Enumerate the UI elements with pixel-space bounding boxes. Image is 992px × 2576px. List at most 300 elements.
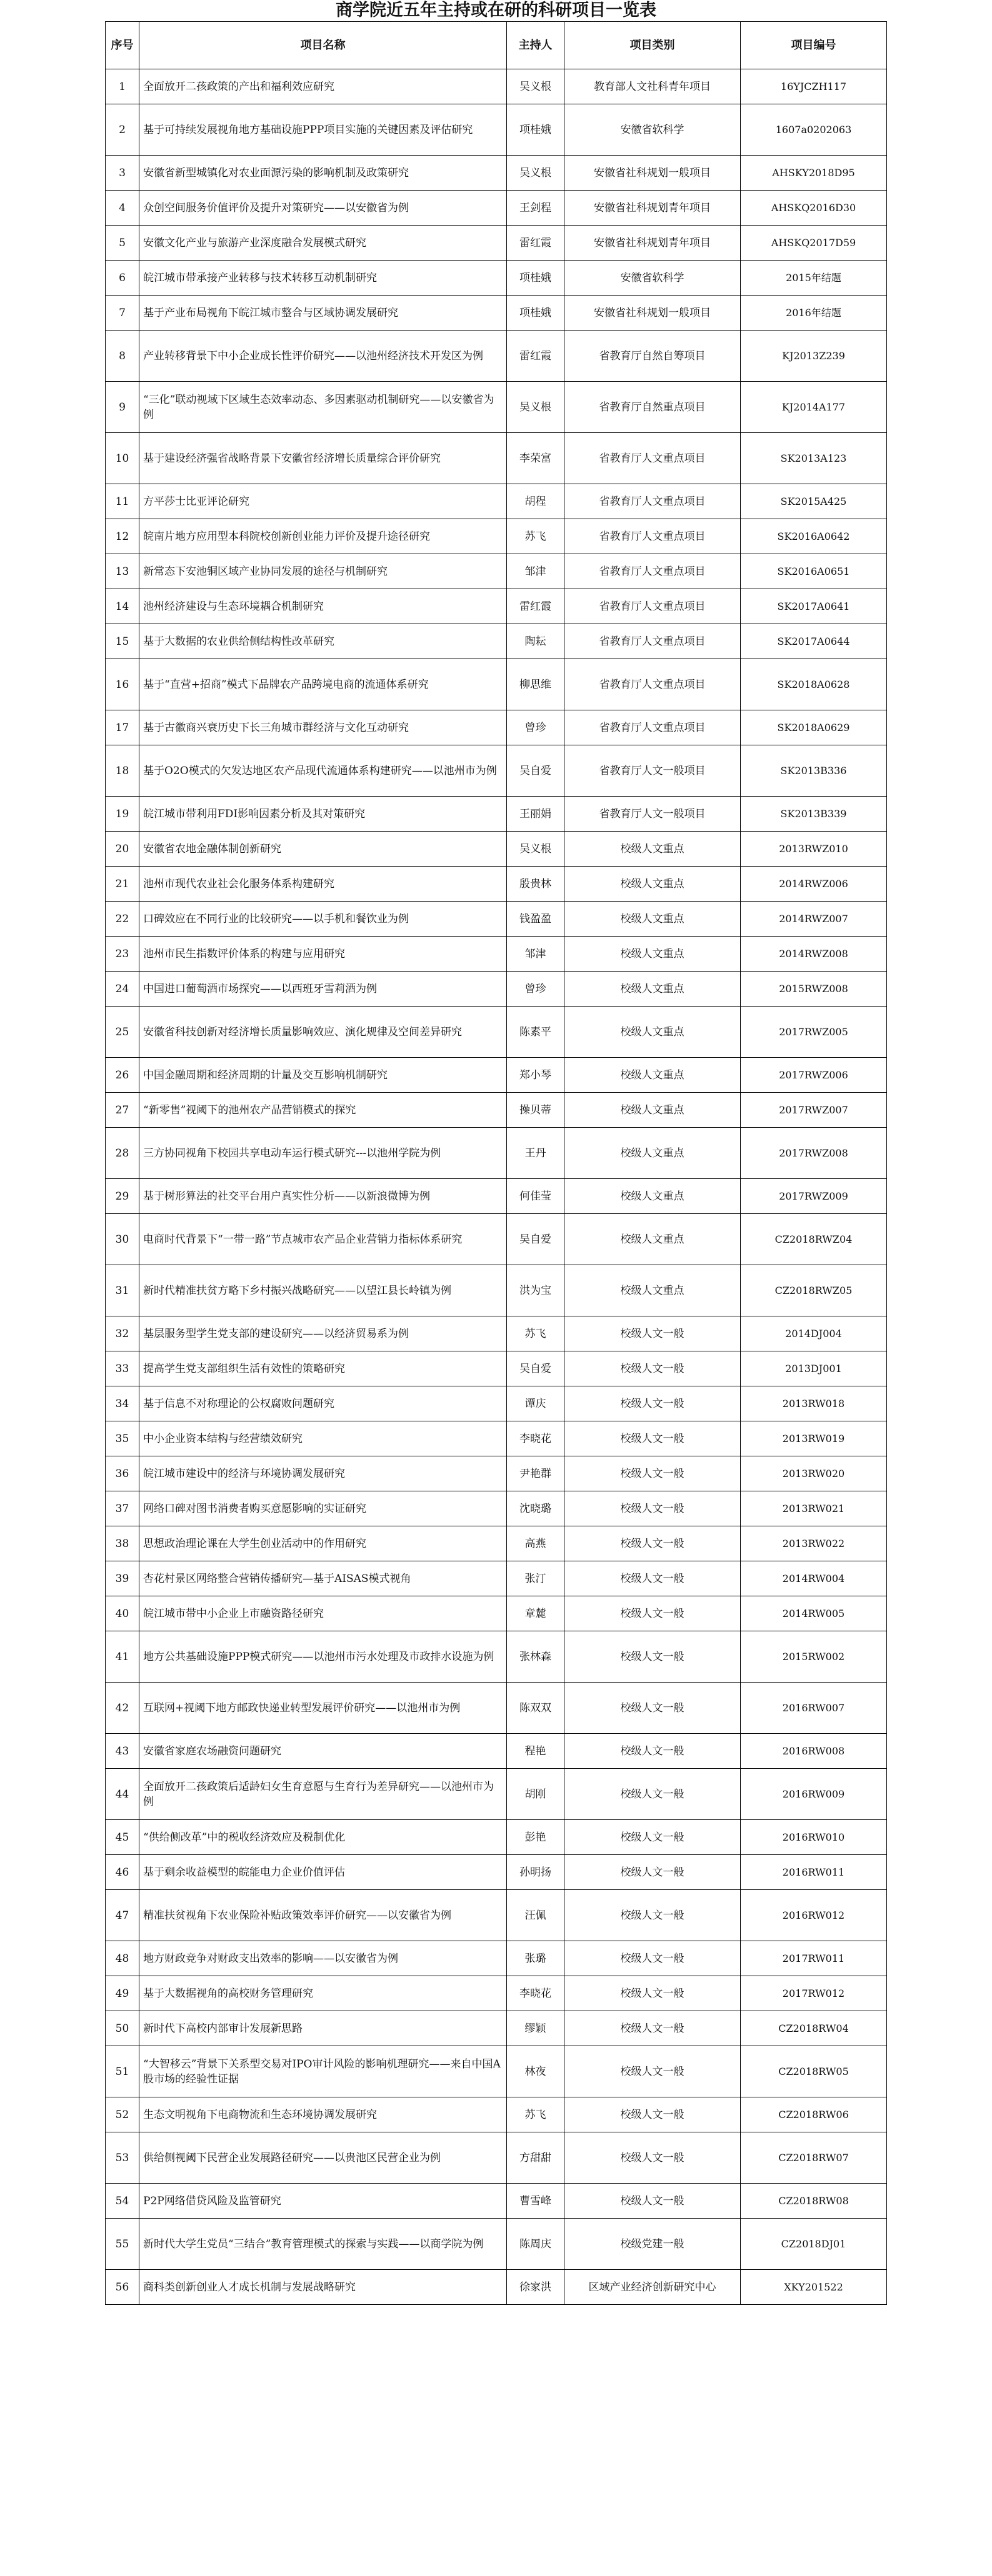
- row-category: 校级人文一般: [564, 1456, 741, 1491]
- row-project-name: 地方财政竞争对财政支出效率的影响——以安徽省为例: [139, 1941, 507, 1976]
- row-code: SK2013A123: [741, 433, 887, 484]
- row-number: 10: [106, 433, 139, 484]
- row-category: 安徽省社科规划一般项目: [564, 296, 741, 331]
- row-code: 2016RW010: [741, 1820, 887, 1855]
- row-project-name: 中小企业资本结构与经营绩效研究: [139, 1421, 507, 1456]
- row-category: 校级人文重点: [564, 1093, 741, 1128]
- table-row: [106, 1351, 887, 1386]
- row-host: 谭庆: [507, 1386, 564, 1421]
- table-row: [106, 745, 887, 797]
- row-project-name: 中国金融周期和经济周期的计量及交互影响机制研究: [139, 1058, 507, 1093]
- row-code: 2016RW011: [741, 1855, 887, 1890]
- row-project-name: 精准扶贫视角下农业保险补贴政策效率评价研究——以安徽省为例: [139, 1890, 507, 1941]
- row-number: 30: [106, 1214, 139, 1265]
- row-category: 校级人文重点: [564, 1214, 741, 1265]
- table-row: [106, 589, 887, 624]
- row-project-name: 安徽省新型城镇化对农业面源污染的影响机制及政策研究: [139, 156, 507, 191]
- table-row: [106, 1596, 887, 1631]
- row-category: 省教育厅人文重点项目: [564, 519, 741, 554]
- row-category: 校级人文一般: [564, 1386, 741, 1421]
- row-code: 2017RWZ008: [741, 1128, 887, 1179]
- row-number: 36: [106, 1456, 139, 1491]
- header-name: 项目名称: [139, 22, 507, 69]
- row-number: 49: [106, 1976, 139, 2011]
- row-category: 校级人文一般: [564, 1596, 741, 1631]
- row-category: 校级人文一般: [564, 1491, 741, 1526]
- row-number: 45: [106, 1820, 139, 1855]
- row-code: 16YJCZH117: [741, 69, 887, 104]
- row-category: 校级人文一般: [564, 1561, 741, 1596]
- row-project-name: 基于“直营+招商”模式下品牌农产品跨境电商的流通体系研究: [139, 659, 507, 710]
- row-project-name: 新时代下高校内部审计发展新思路: [139, 2011, 507, 2046]
- row-category: 校级人文一般: [564, 1683, 741, 1734]
- row-project-name: 中国进口葡萄酒市场探究——以西班牙雪莉酒为例: [139, 972, 507, 1007]
- table-body: [106, 69, 887, 2305]
- table-row: [106, 2184, 887, 2219]
- row-project-name: 皖江城市带利用FDI影响因素分析及其对策研究: [139, 797, 507, 832]
- row-code: AHSKQ2017D59: [741, 226, 887, 261]
- row-project-name: 地方公共基础设施PPP模式研究——以池州市污水处理及市政排水设施为例: [139, 1631, 507, 1683]
- row-code: 2015年结题: [741, 261, 887, 296]
- row-host: 彭艳: [507, 1820, 564, 1855]
- table-row: [106, 1631, 887, 1683]
- row-host: 缪颖: [507, 2011, 564, 2046]
- row-number: 51: [106, 2046, 139, 2097]
- row-number: 14: [106, 589, 139, 624]
- row-project-name: 全面放开二孩政策的产出和福利效应研究: [139, 69, 507, 104]
- row-code: 2015RWZ008: [741, 972, 887, 1007]
- table-header-row: [106, 22, 887, 69]
- row-project-name: 基于古徽商兴衰历史下长三角城市群经济与文化互动研究: [139, 710, 507, 745]
- row-number: 43: [106, 1734, 139, 1769]
- table-row: [106, 2011, 887, 2046]
- row-code: 2013RW022: [741, 1526, 887, 1561]
- row-code: 2013DJ001: [741, 1351, 887, 1386]
- row-host: 方甜甜: [507, 2132, 564, 2184]
- row-code: 2013RW018: [741, 1386, 887, 1421]
- table-row: [106, 554, 887, 589]
- table-row: [106, 659, 887, 710]
- table-row: [106, 1179, 887, 1214]
- row-host: 汪佩: [507, 1890, 564, 1941]
- row-host: 李晓花: [507, 1976, 564, 2011]
- row-host: 吴义根: [507, 832, 564, 867]
- row-number: 18: [106, 745, 139, 797]
- row-number: 17: [106, 710, 139, 745]
- row-number: 8: [106, 331, 139, 382]
- row-host: 陶耘: [507, 624, 564, 659]
- row-code: 2017RWZ005: [741, 1007, 887, 1058]
- row-number: 1: [106, 69, 139, 104]
- table-row: [106, 2219, 887, 2270]
- row-host: 苏飞: [507, 519, 564, 554]
- project-table: [105, 21, 887, 2305]
- row-number: 50: [106, 2011, 139, 2046]
- row-host: 郑小琴: [507, 1058, 564, 1093]
- table-row: [106, 2270, 887, 2305]
- row-project-name: 商科类创新创业人才成长机制与发展战略研究: [139, 2270, 507, 2305]
- table-row: [106, 519, 887, 554]
- row-code: SK2015A425: [741, 484, 887, 519]
- header-no: 序号: [106, 22, 139, 69]
- row-host: 邹津: [507, 937, 564, 972]
- row-project-name: 基于O2O模式的欠发达地区农产品现代流通体系构建研究——以池州市为例: [139, 745, 507, 797]
- row-code: 2014RW004: [741, 1561, 887, 1596]
- row-host: 陈素平: [507, 1007, 564, 1058]
- row-number: 53: [106, 2132, 139, 2184]
- row-category: 校级人文重点: [564, 937, 741, 972]
- row-code: AHSKY2018D95: [741, 156, 887, 191]
- row-code: 2013RW021: [741, 1491, 887, 1526]
- row-host: 张林森: [507, 1631, 564, 1683]
- row-code: CZ2018RW08: [741, 2184, 887, 2219]
- row-number: 25: [106, 1007, 139, 1058]
- row-code: 2017RWZ007: [741, 1093, 887, 1128]
- row-host: 章麓: [507, 1596, 564, 1631]
- table-row: [106, 331, 887, 382]
- table-row: [106, 1683, 887, 1734]
- row-code: 2015RW002: [741, 1631, 887, 1683]
- row-host: 孙明扬: [507, 1855, 564, 1890]
- table-row: [106, 2132, 887, 2184]
- row-code: SK2013B336: [741, 745, 887, 797]
- row-project-name: 安徽省科技创新对经济增长质量影响效应、演化规律及空间差异研究: [139, 1007, 507, 1058]
- table-row: [106, 972, 887, 1007]
- row-code: SK2017A0644: [741, 624, 887, 659]
- row-number: 52: [106, 2097, 139, 2132]
- table-row: [106, 867, 887, 902]
- row-host: 张汀: [507, 1561, 564, 1596]
- row-project-name: 新常态下安池铜区域产业协同发展的途径与机制研究: [139, 554, 507, 589]
- row-host: 李晓花: [507, 1421, 564, 1456]
- row-category: 校级人文一般: [564, 1941, 741, 1976]
- row-host: 项桂娥: [507, 261, 564, 296]
- row-code: AHSKQ2016D30: [741, 191, 887, 226]
- row-category: 安徽省社科规划青年项目: [564, 226, 741, 261]
- row-number: 34: [106, 1386, 139, 1421]
- row-host: 苏飞: [507, 2097, 564, 2132]
- row-category: 省教育厅人文重点项目: [564, 659, 741, 710]
- row-host: 项桂娥: [507, 296, 564, 331]
- table-row: [106, 484, 887, 519]
- row-code: 2014RWZ006: [741, 867, 887, 902]
- row-number: 39: [106, 1561, 139, 1596]
- table-row: [106, 1769, 887, 1820]
- row-host: 陈周庆: [507, 2219, 564, 2270]
- table-row: [106, 261, 887, 296]
- row-category: 省教育厅自然重点项目: [564, 382, 741, 433]
- row-project-name: 基于剩余收益模型的皖能电力企业价值评估: [139, 1855, 507, 1890]
- row-project-name: “大智移云”背景下关系型交易对IPO审计风险的影响机理研究——来自中国A股市场的经验性证据: [139, 2046, 507, 2097]
- document-title: 商学院近五年主持或在研的科研项目一览表: [336, 1, 656, 20]
- row-project-name: 安徽省农地金融体制创新研究: [139, 832, 507, 867]
- table-row: [106, 1855, 887, 1890]
- row-project-name: 电商时代背景下“一带一路”节点城市农产品企业营销力指标体系研究: [139, 1214, 507, 1265]
- row-host: 沈晓璐: [507, 1491, 564, 1526]
- row-host: 吴义根: [507, 69, 564, 104]
- row-number: 46: [106, 1855, 139, 1890]
- row-code: 2016RW009: [741, 1769, 887, 1820]
- row-number: 22: [106, 902, 139, 937]
- row-host: 吴义根: [507, 156, 564, 191]
- row-number: 4: [106, 191, 139, 226]
- row-category: 校级人文一般: [564, 2046, 741, 2097]
- row-category: 省教育厅自然自筹项目: [564, 331, 741, 382]
- row-number: 37: [106, 1491, 139, 1526]
- table-row: [106, 1265, 887, 1316]
- row-code: SK2013B339: [741, 797, 887, 832]
- header-host: 主持人: [507, 22, 564, 69]
- row-category: 校级人文一般: [564, 2011, 741, 2046]
- row-project-name: 杏花村景区网络整合营销传播研究—基于AISAS模式视角: [139, 1561, 507, 1596]
- table-row: [106, 296, 887, 331]
- row-project-name: 基于可持续发展视角地方基础设施PPP项目实施的关键因素及评估研究: [139, 104, 507, 156]
- row-project-name: 方平莎士比亚评论研究: [139, 484, 507, 519]
- row-project-name: 安徽省家庭农场融资问题研究: [139, 1734, 507, 1769]
- row-project-name: 基层服务型学生党支部的建设研究——以经济贸易系为例: [139, 1316, 507, 1351]
- row-category: 省教育厅人文重点项目: [564, 710, 741, 745]
- row-category: 校级人文一般: [564, 1769, 741, 1820]
- row-category: 省教育厅人文重点项目: [564, 624, 741, 659]
- row-number: 28: [106, 1128, 139, 1179]
- row-category: 校级人文一般: [564, 1526, 741, 1561]
- row-project-name: 供给侧视阈下民营企业发展路径研究——以贵池区民营企业为例: [139, 2132, 507, 2184]
- row-category: 校级人文重点: [564, 832, 741, 867]
- row-code: 2013RWZ010: [741, 832, 887, 867]
- row-host: 吴义根: [507, 382, 564, 433]
- row-host: 何佳莹: [507, 1179, 564, 1214]
- table-row: [106, 797, 887, 832]
- row-host: 李荣富: [507, 433, 564, 484]
- row-host: 钱盈盈: [507, 902, 564, 937]
- row-host: 曾珍: [507, 710, 564, 745]
- row-category: 校级人文一般: [564, 2184, 741, 2219]
- row-number: 7: [106, 296, 139, 331]
- table-row: [106, 1734, 887, 1769]
- row-category: 校级人文一般: [564, 1316, 741, 1351]
- row-number: 9: [106, 382, 139, 433]
- table-row: [106, 937, 887, 972]
- row-code: 2016RW008: [741, 1734, 887, 1769]
- row-category: 校级党建一般: [564, 2219, 741, 2270]
- row-project-name: 思想政治理论课在大学生创业活动中的作用研究: [139, 1526, 507, 1561]
- row-code: 2017RW012: [741, 1976, 887, 2011]
- row-number: 47: [106, 1890, 139, 1941]
- table-row: [106, 710, 887, 745]
- row-project-name: “新零售”视阈下的池州农产品营销模式的探究: [139, 1093, 507, 1128]
- row-host: 胡程: [507, 484, 564, 519]
- row-number: 20: [106, 832, 139, 867]
- table-row: [106, 226, 887, 261]
- table-row: [106, 1976, 887, 2011]
- table-row: [106, 1561, 887, 1596]
- row-host: 雷红霞: [507, 331, 564, 382]
- row-code: 2014DJ004: [741, 1316, 887, 1351]
- row-host: 王丹: [507, 1128, 564, 1179]
- row-host: 吴自爱: [507, 1351, 564, 1386]
- row-number: 44: [106, 1769, 139, 1820]
- row-code: XKY201522: [741, 2270, 887, 2305]
- row-number: 5: [106, 226, 139, 261]
- row-category: 校级人文重点: [564, 867, 741, 902]
- row-number: 32: [106, 1316, 139, 1351]
- table-row: [106, 1421, 887, 1456]
- table-row: [106, 1214, 887, 1265]
- row-code: CZ2018RW07: [741, 2132, 887, 2184]
- row-project-name: 池州市现代农业社会化服务体系构建研究: [139, 867, 507, 902]
- row-code: 2016年结题: [741, 296, 887, 331]
- row-project-name: 产业转移背景下中小企业成长性评价研究——以池州经济技术开发区为例: [139, 331, 507, 382]
- row-number: 56: [106, 2270, 139, 2305]
- row-number: 12: [106, 519, 139, 554]
- row-code: SK2016A0651: [741, 554, 887, 589]
- table-row: [106, 104, 887, 156]
- row-category: 校级人文一般: [564, 1890, 741, 1941]
- table-row: [106, 1456, 887, 1491]
- table-row: [106, 156, 887, 191]
- row-project-name: 池州市民生指数评价体系的构建与应用研究: [139, 937, 507, 972]
- row-code: KJ2014A177: [741, 382, 887, 433]
- row-host: 曹雪峰: [507, 2184, 564, 2219]
- row-host: 林夜: [507, 2046, 564, 2097]
- row-host: 柳思维: [507, 659, 564, 710]
- table-row: [106, 832, 887, 867]
- row-category: 安徽省社科规划青年项目: [564, 191, 741, 226]
- table-row: [106, 1526, 887, 1561]
- row-host: 雷红霞: [507, 226, 564, 261]
- table-row: [106, 1128, 887, 1179]
- row-code: 2014RWZ007: [741, 902, 887, 937]
- row-code: 2016RW012: [741, 1890, 887, 1941]
- row-code: CZ2018RW06: [741, 2097, 887, 2132]
- row-category: 安徽省软科学: [564, 261, 741, 296]
- row-project-name: 基于信息不对称理论的公权腐败问题研究: [139, 1386, 507, 1421]
- header-category: 项目类别: [564, 22, 741, 69]
- row-host: 雷红霞: [507, 589, 564, 624]
- row-host: 洪为宝: [507, 1265, 564, 1316]
- row-host: 王剑程: [507, 191, 564, 226]
- row-category: 省教育厅人文重点项目: [564, 484, 741, 519]
- row-number: 13: [106, 554, 139, 589]
- row-number: 3: [106, 156, 139, 191]
- row-project-name: 新时代大学生党员“三结合”教育管理模式的探索与实践——以商学院为例: [139, 2219, 507, 2270]
- row-host: 徐家洪: [507, 2270, 564, 2305]
- row-code: 2013RW020: [741, 1456, 887, 1491]
- row-code: 2017RW011: [741, 1941, 887, 1976]
- table-row: [106, 1007, 887, 1058]
- header-code: 项目编号: [741, 22, 887, 69]
- row-category: 校级人文重点: [564, 1058, 741, 1093]
- row-category: 校级人文一般: [564, 1976, 741, 2011]
- row-project-name: 皖江城市带中小企业上市融资路径研究: [139, 1596, 507, 1631]
- row-number: 42: [106, 1683, 139, 1734]
- row-project-name: 安徽文化产业与旅游产业深度融合发展模式研究: [139, 226, 507, 261]
- table-row: [106, 1316, 887, 1351]
- row-number: 40: [106, 1596, 139, 1631]
- row-code: 1607a0202063: [741, 104, 887, 156]
- row-number: 26: [106, 1058, 139, 1093]
- row-number: 27: [106, 1093, 139, 1128]
- row-project-name: 皖江城市建设中的经济与环境协调发展研究: [139, 1456, 507, 1491]
- row-project-name: P2P网络借贷风险及监管研究: [139, 2184, 507, 2219]
- row-category: 校级人文一般: [564, 1631, 741, 1683]
- row-category: 校级人文重点: [564, 902, 741, 937]
- row-number: 41: [106, 1631, 139, 1683]
- row-category: 校级人文一般: [564, 1820, 741, 1855]
- row-code: 2016RW007: [741, 1683, 887, 1734]
- row-project-name: 网络口碑对图书消费者购买意愿影响的实证研究: [139, 1491, 507, 1526]
- row-code: 2017RWZ006: [741, 1058, 887, 1093]
- row-project-name: “供给侧改革”中的税收经济效应及税制优化: [139, 1820, 507, 1855]
- row-number: 29: [106, 1179, 139, 1214]
- row-code: CZ2018RW05: [741, 2046, 887, 2097]
- row-code: SK2017A0641: [741, 589, 887, 624]
- table-row: [106, 1386, 887, 1421]
- row-host: 项桂娥: [507, 104, 564, 156]
- row-host: 陈双双: [507, 1683, 564, 1734]
- row-category: 区域产业经济创新研究中心: [564, 2270, 741, 2305]
- row-host: 高燕: [507, 1526, 564, 1561]
- row-project-name: 互联网+视阈下地方邮政快递业转型发展评价研究——以池州市为例: [139, 1683, 507, 1734]
- row-number: 24: [106, 972, 139, 1007]
- row-code: 2014RWZ008: [741, 937, 887, 972]
- row-number: 55: [106, 2219, 139, 2270]
- table-row: [106, 902, 887, 937]
- row-category: 校级人文一般: [564, 1421, 741, 1456]
- row-category: 校级人文一般: [564, 2132, 741, 2184]
- row-code: CZ2018RWZ05: [741, 1265, 887, 1316]
- table-row: [106, 1491, 887, 1526]
- row-host: 张璐: [507, 1941, 564, 1976]
- table-row: [106, 69, 887, 104]
- row-code: SK2016A0642: [741, 519, 887, 554]
- row-project-name: 基于大数据视角的高校财务管理研究: [139, 1976, 507, 2011]
- row-project-name: 生态文明视角下电商物流和生态环境协调发展研究: [139, 2097, 507, 2132]
- table-row: [106, 433, 887, 484]
- row-project-name: 三方协同视角下校园共享电动车运行模式研究---以池州学院为例: [139, 1128, 507, 1179]
- table-row: [106, 1093, 887, 1128]
- row-code: 2014RW005: [741, 1596, 887, 1631]
- row-code: CZ2018DJ01: [741, 2219, 887, 2270]
- row-project-name: 基于产业布局视角下皖江城市整合与区域协调发展研究: [139, 296, 507, 331]
- row-code: SK2018A0629: [741, 710, 887, 745]
- row-host: 邹津: [507, 554, 564, 589]
- row-project-name: 基于树形算法的社交平台用户真实性分析——以新浪微博为例: [139, 1179, 507, 1214]
- table-row: [106, 624, 887, 659]
- row-project-name: 皖南片地方应用型本科院校创新创业能力评价及提升途径研究: [139, 519, 507, 554]
- row-project-name: 基于建设经济强省战略背景下安徽省经济增长质量综合评价研究: [139, 433, 507, 484]
- row-number: 38: [106, 1526, 139, 1561]
- row-category: 省教育厅人文一般项目: [564, 797, 741, 832]
- table-row: [106, 1890, 887, 1941]
- row-category: 教育部人文社科青年项目: [564, 69, 741, 104]
- row-host: 胡刚: [507, 1769, 564, 1820]
- row-category: 校级人文重点: [564, 1265, 741, 1316]
- table-row: [106, 1941, 887, 1976]
- row-number: 35: [106, 1421, 139, 1456]
- row-number: 31: [106, 1265, 139, 1316]
- row-category: 校级人文重点: [564, 1128, 741, 1179]
- row-code: 2013RW019: [741, 1421, 887, 1456]
- row-category: 校级人文重点: [564, 972, 741, 1007]
- row-category: 校级人文重点: [564, 1179, 741, 1214]
- row-number: 2: [106, 104, 139, 156]
- row-number: 11: [106, 484, 139, 519]
- row-host: 吴自爱: [507, 745, 564, 797]
- row-category: 校级人文一般: [564, 1351, 741, 1386]
- row-category: 安徽省社科规划一般项目: [564, 156, 741, 191]
- row-category: 校级人文一般: [564, 1855, 741, 1890]
